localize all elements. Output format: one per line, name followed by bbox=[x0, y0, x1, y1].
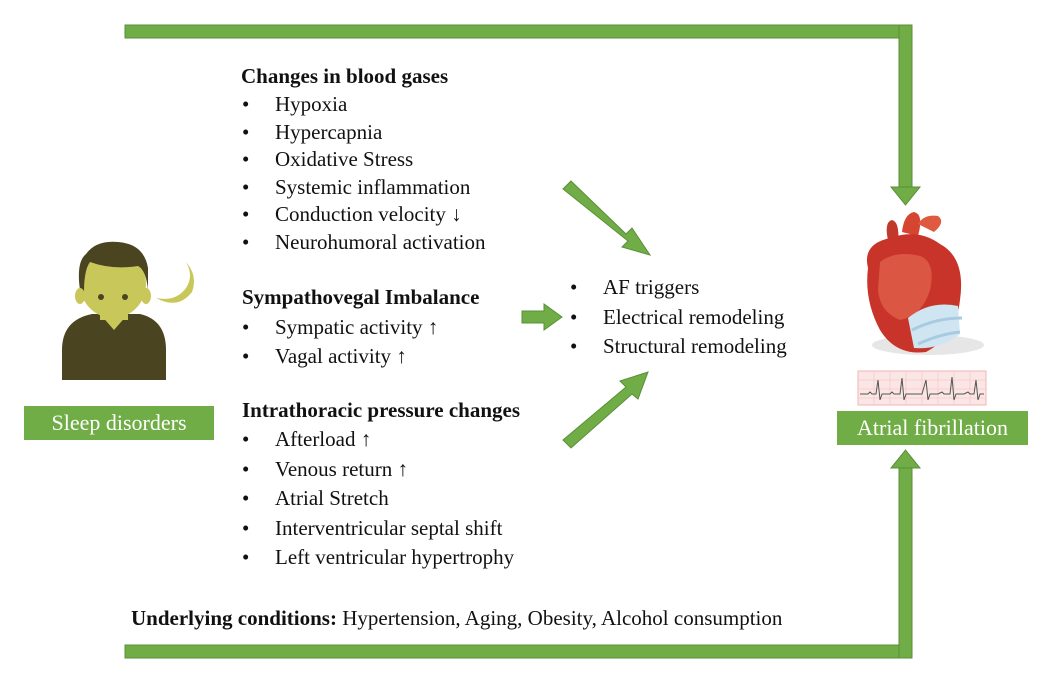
list-item: • Venous return ↑ bbox=[242, 455, 514, 485]
list-item: • Electrical remodeling bbox=[570, 303, 787, 333]
blood-gases-list bbox=[242, 91, 486, 256]
intrathoracic-heading: Intrathoracic pressure changes bbox=[242, 398, 521, 422]
sleeping-person-with-moon-icon bbox=[62, 242, 194, 380]
list-item: • Afterload ↑ bbox=[242, 425, 514, 455]
list-item: • Sympatic activity ↑ bbox=[242, 313, 438, 342]
ecg-strip-icon bbox=[858, 371, 986, 405]
underlying-conditions-text: Hypertension, Aging, Obesity, Alcohol consumption bbox=[336, 606, 783, 630]
blood-gases-heading: Changes in blood gases bbox=[241, 64, 449, 88]
list-item: • Oxidative Stress bbox=[242, 146, 486, 174]
list-item: • Neurohumoral activation bbox=[242, 229, 486, 257]
list-item: • Systemic inflammation bbox=[242, 174, 486, 202]
sleep-disorders-label: Sleep disorders bbox=[24, 406, 214, 440]
outcomes-list bbox=[570, 273, 787, 362]
underlying-conditions bbox=[131, 606, 782, 631]
list-item: • Left ventricular hypertrophy bbox=[242, 543, 514, 573]
list-item: • Atrial Stretch bbox=[242, 484, 514, 514]
sympathovegal-list bbox=[242, 313, 438, 371]
list-item: • Hypercapnia bbox=[242, 119, 486, 147]
blood-gases-arrow bbox=[563, 181, 650, 255]
heart-icon bbox=[867, 212, 984, 355]
list-item: • Interventricular septal shift bbox=[242, 514, 514, 544]
list-item: • Hypoxia bbox=[242, 91, 486, 119]
sympathovegal-heading: Sympathovegal Imbalance bbox=[242, 285, 480, 309]
intrathoracic-arrow bbox=[563, 372, 648, 448]
atrial-fibrillation-label: Atrial fibrillation bbox=[837, 411, 1028, 445]
list-item: • Conduction velocity ↓ bbox=[242, 201, 486, 229]
list-item: • Structural remodeling bbox=[570, 332, 787, 362]
underlying-conditions-label: Underlying conditions: bbox=[131, 606, 337, 630]
list-item: • AF triggers bbox=[570, 273, 787, 303]
intrathoracic-list bbox=[242, 425, 514, 573]
sympathovegal-arrow bbox=[522, 304, 562, 330]
list-item: • Vagal activity ↑ bbox=[242, 342, 438, 371]
